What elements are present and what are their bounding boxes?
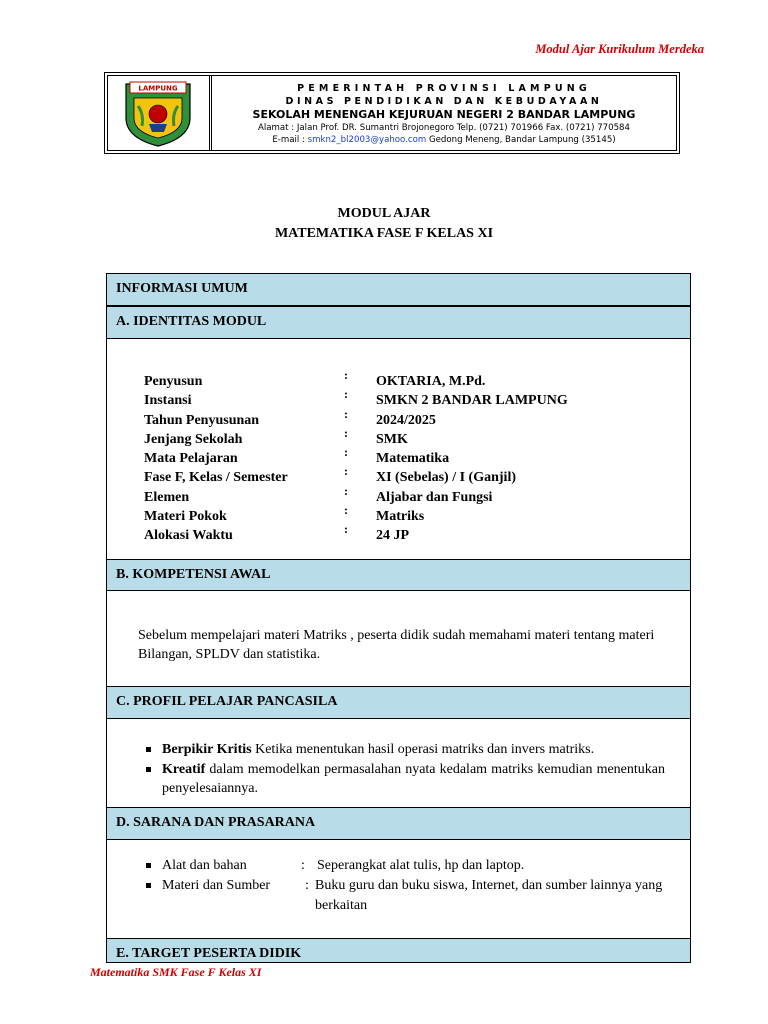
identitas-colon: : <box>344 387 348 402</box>
identitas-value: 24 JP <box>376 528 410 544</box>
document-subtitle: MATEMATIKA FASE F KELAS XI <box>274 226 494 241</box>
sarana-item <box>145 856 665 876</box>
identitas-row <box>144 368 664 391</box>
footer-note: Matematika SMK Fase F Kelas XI <box>90 965 262 979</box>
sarana-item <box>145 876 665 916</box>
section-c-profil: C. PROFIL PELAJAR PANCASILA <box>107 686 690 719</box>
letterhead-email-line <box>212 134 676 146</box>
lampung-emblem-icon <box>108 76 212 150</box>
identitas-colon: : <box>344 406 348 421</box>
letterhead-line1: PEMERINTAH PROVINSI LAMPUNG <box>297 83 591 94</box>
document-title: MODUL AJAR <box>337 206 431 221</box>
emblem-text: LAMPUNG <box>138 84 178 93</box>
profil-item <box>145 760 665 799</box>
sarana-colon: : <box>301 858 305 873</box>
identitas-colon: : <box>344 503 348 518</box>
profil-item-title: Kreatif <box>162 761 206 777</box>
identitas-colon: : <box>344 483 348 498</box>
profil-item-text: dalam memodelkan permasalahan nyata kedalam matriks kemudian menentukan penyelesaiannya. <box>162 761 665 796</box>
section-a-identitas: A. IDENTITAS MODUL <box>107 306 690 339</box>
email-suffix: Gedong Meneng, Bandar Lampung (35145) <box>426 135 616 145</box>
bullet-square-icon <box>146 863 151 868</box>
identitas-colon: : <box>344 522 348 537</box>
identitas-label: Instansi <box>144 393 192 409</box>
bullet-square-icon <box>146 883 151 888</box>
identitas-row <box>144 445 664 468</box>
section-d-sarana: D. SARANA DAN PRASARANA <box>107 807 690 840</box>
letterhead-line2: DINAS PENDIDIKAN DAN KEBUDAYAAN <box>285 96 603 107</box>
identitas-label: Penyusun <box>144 374 203 389</box>
email-prefix: E-mail : <box>272 135 308 145</box>
identitas-colon: : <box>344 368 348 382</box>
kompetensi-awal-text: Sebelum mempelajari materi Matriks , peserta didik sudah memahami materi tentang materi Bilangan, SPLDV dan statistika. <box>138 628 655 662</box>
identitas-label: Mata Pelajaran <box>144 451 238 467</box>
profil-item <box>145 740 665 760</box>
letterhead <box>104 72 680 154</box>
identitas-label: Fase F, Kelas / Semester <box>144 470 288 486</box>
identitas-row <box>144 503 664 526</box>
letterhead-line3: SEKOLAH MENENGAH KEJURUAN NEGERI 2 BANDAR LAMPUNG <box>252 108 636 121</box>
identitas-label: Tahun Penyusunan <box>144 412 260 428</box>
identitas-value: Matriks <box>376 509 425 525</box>
section-informasi-umum: INFORMASI UMUM <box>107 274 690 306</box>
identitas-value: Matematika <box>376 451 450 467</box>
sarana-value: Buku guru dan buku siswa, Internet, dan sumber lainnya yang berkaitan <box>315 878 663 913</box>
bullet-square-icon <box>146 747 151 752</box>
module-table <box>106 273 691 963</box>
identitas-value: Aljabar dan Fungsi <box>376 489 493 505</box>
identitas-row <box>144 464 664 487</box>
letterhead-address: Alamat : Jalan Prof. DR. Sumantri Brojonegoro Telp. (0721) 701966 Fax. (0721) 770584 <box>257 123 630 133</box>
identitas-label: Jenjang Sekolah <box>144 431 243 447</box>
identitas-label: Materi Pokok <box>144 509 227 525</box>
identitas-colon: : <box>344 445 348 460</box>
profil-list <box>145 740 665 799</box>
identitas-label: Elemen <box>144 489 190 505</box>
sarana-list <box>145 856 665 916</box>
identitas-list <box>144 368 664 546</box>
identitas-value: XI (Sebelas) / I (Ganjil) <box>376 470 516 486</box>
email-link[interactable]: smkn2_bl2003@yahoo.com <box>307 135 427 145</box>
section-e-target: E. TARGET PESERTA DIDIK <box>107 938 690 963</box>
section-b-kompetensi: B. KOMPETENSI AWAL <box>107 559 690 591</box>
identitas-row <box>144 406 664 430</box>
identitas-value: 2024/2025 <box>376 412 436 428</box>
identitas-row <box>144 522 664 545</box>
profil-item-title: Berpikir Kritis <box>162 742 252 757</box>
identitas-value: SMKN 2 BANDAR LAMPUNG <box>376 393 568 409</box>
sarana-colon: : <box>305 878 309 893</box>
sarana-label: Materi dan Sumber <box>162 878 271 893</box>
identitas-row <box>144 387 664 410</box>
profil-item-text: Ketika menentukan hasil operasi matriks dan invers matriks. <box>251 742 595 757</box>
identitas-colon: : <box>344 425 348 440</box>
identitas-row <box>144 483 664 507</box>
sarana-value: Seperangkat alat tulis, hp dan laptop. <box>317 858 525 873</box>
identitas-label: Alokasi Waktu <box>144 528 233 544</box>
header-note: Modul Ajar Kurikulum Merdeka <box>535 42 704 56</box>
identitas-row <box>144 425 664 449</box>
sarana-label: Alat dan bahan <box>162 858 247 873</box>
identitas-value: SMK <box>376 431 408 447</box>
identitas-colon: : <box>344 464 348 479</box>
identitas-value: OKTARIA, M.Pd. <box>376 374 486 389</box>
bullet-square-icon <box>146 767 151 772</box>
